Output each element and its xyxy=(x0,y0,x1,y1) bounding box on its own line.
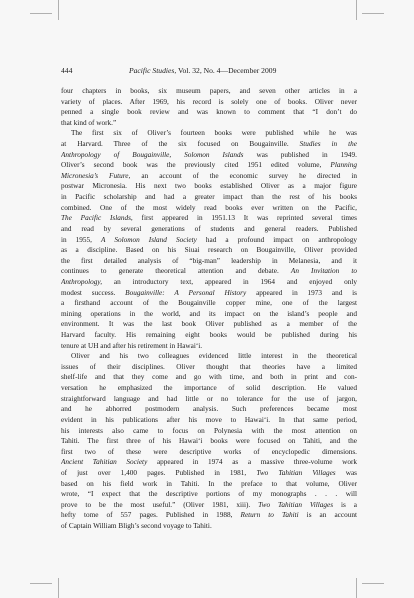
body-text xyxy=(61,86,357,532)
crop-mark xyxy=(58,578,59,598)
text-line: first two of these were descriptive works of encyclopedic dimensions. xyxy=(61,447,357,456)
running-title xyxy=(129,66,276,75)
crop-mark xyxy=(58,0,59,20)
text-line: a firsthand account of the Bougainville copper mine, one of the largest xyxy=(61,299,357,308)
text-line: Tahiti. The first three of his Hawai‘i books were focused on Tahiti, and the xyxy=(61,437,357,446)
text-line: prove to be the most useful.” (Oliver 1981, xiii). Two Tahitian Villages is a xyxy=(61,500,357,509)
text-line: issues of their disciplines. Oliver thought that theories have a limited xyxy=(61,362,357,371)
text-line: of just over 1,400 pages. Published in 1981, Two Tahitian Villages was xyxy=(61,468,357,477)
text-line: postwar Micronesia. His next two books established Oliver as a major figure xyxy=(61,182,357,191)
text-line: the first detailed analysis of “big-man” leadership in Melanesia, and it xyxy=(61,256,357,265)
page-number: 444 xyxy=(61,66,73,75)
text-line: shelf-life and that they come and go with time, and both in print and con- xyxy=(61,373,357,382)
crop-mark xyxy=(30,583,52,584)
text-line: penned a single book review and was known to comment that “I don’t do xyxy=(61,108,357,117)
paragraph xyxy=(61,351,357,531)
text-line: straightforward language and had little or no tolerance for the use of jargon, xyxy=(61,394,357,403)
text-line: Harvard faculty. His remaining eight books would be published during his xyxy=(61,331,357,340)
text-line: and read by several generations of students and general readers. Published xyxy=(61,224,357,233)
text-line: evident in his publications after his move to Hawai‘i. In that same period, xyxy=(61,415,357,424)
paragraph xyxy=(61,128,357,351)
text-line: at Harvard. Three of the six focused on Bougainville. Studies in the xyxy=(61,140,357,149)
crop-mark xyxy=(362,583,384,584)
text-line: hefty tome of 557 pages. Published in 1988, Return to Tahiti is an account xyxy=(61,511,357,520)
text-line: Micronesia’s Future, an account of the economic survey he directed in xyxy=(61,171,357,180)
crop-mark xyxy=(356,0,357,20)
text-line: tenure at UH and after his retirement in Hawai‘i. xyxy=(61,341,203,350)
crop-mark xyxy=(356,578,357,598)
crop-mark xyxy=(362,13,384,14)
text-line: as a discipline. Based on his Siuai research on Bougainville, Oliver provided xyxy=(61,246,357,255)
text-line: combined. One of the most widely read books ever written on the Pacific, xyxy=(61,203,357,212)
text-line: The first six of Oliver’s fourteen books were published while he was xyxy=(71,129,357,138)
text-line: environment. It was the last book Oliver published as a member of the xyxy=(61,320,357,329)
text-line: of Captain William Bligh’s second voyage to Tahiti. xyxy=(61,521,212,530)
crop-mark xyxy=(30,13,52,14)
text-line: that kind of work.” xyxy=(61,118,117,127)
text-line: his interests also came to focus on Polynesia with the most attention on xyxy=(61,426,357,435)
text-line: Anthropology, an introductory text, appeared in 1964 and enjoyed only xyxy=(61,277,357,286)
text-line: Ancient Tahitian Society appeared in 1974 as a massive three-volume work xyxy=(61,458,357,467)
paragraph xyxy=(61,86,357,128)
text-line: continues to generate theoretical attention and debate. An Invitation to xyxy=(61,267,357,276)
text-line: based on his field work in Tahiti. In the preface to that volume, Oliver xyxy=(61,479,357,488)
text-line: Anthropology of Bougainville, Solomon Islands was published in 1949. xyxy=(61,150,357,159)
text-line: in 1955, A Solomon Island Society had a profound impact on anthropology xyxy=(61,235,357,244)
text-line: modest success. Bougainville: A Personal History appeared in 1973 and is xyxy=(61,288,357,297)
text-line: in Pacific scholarship and had a greater impact than the rest of his books xyxy=(61,193,357,202)
text-line: The Pacific Islands, first appeared in 1951.13 It was reprinted several times xyxy=(61,214,357,223)
journal-title: Pacific Studies, xyxy=(129,66,177,75)
text-line: wrote, “I expect that the descriptive portions of my monographs . . . will xyxy=(61,490,357,499)
text-line: Oliver and his two colleagues evidenced little interest in the theoretical xyxy=(71,352,357,361)
issue-info: Vol. 32, No. 4—December 2009 xyxy=(176,66,277,75)
text-line: and he abhorred postmodern analysis. Such preferences became most xyxy=(61,405,357,414)
text-line: variety of places. After 1969, his record is solely one of books. Oliver never xyxy=(61,97,357,106)
text-line: four chapters in books, six museum papers, and seven other articles in a xyxy=(61,87,357,95)
text-line: versation he emphasized the importance of solid description. He valued xyxy=(61,384,357,393)
text-line: Oliver’s second book was the previously cited 1951 edited volume, Planning xyxy=(61,161,357,170)
text-line: mining operations in the world, and its impact on the island’s people and xyxy=(61,309,357,318)
